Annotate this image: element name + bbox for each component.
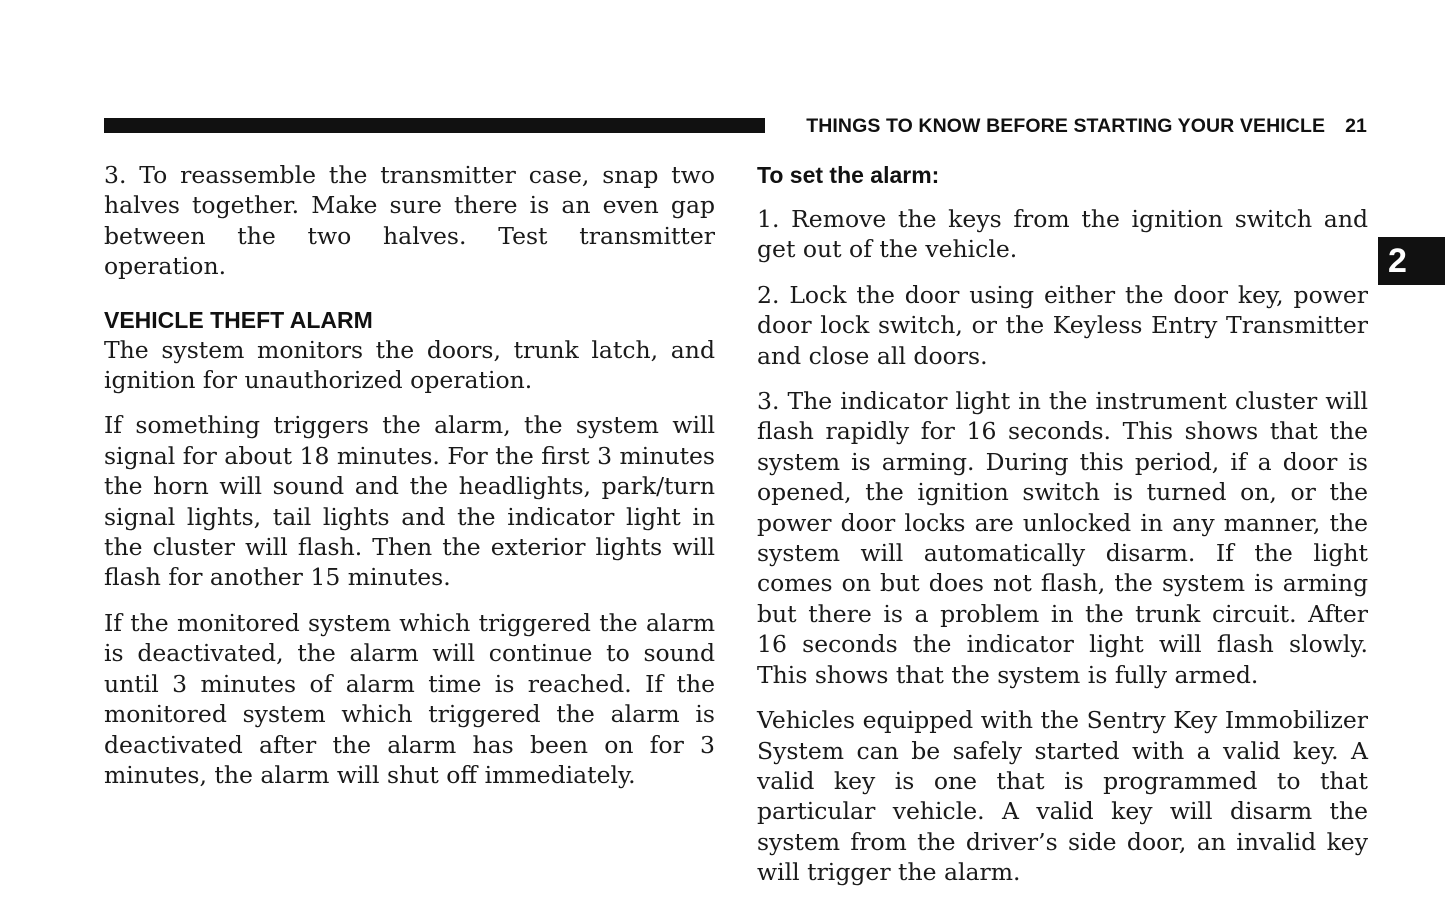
step-paragraph: 2. Lock the door using either the door key, power door lock switch, or the Keyless Entry Transmitter and close all doors. xyxy=(757,280,1368,370)
subsection-heading: To set the alarm: xyxy=(757,162,940,188)
running-header xyxy=(781,115,1367,138)
left-column xyxy=(104,160,715,790)
chapter-tab: 2 xyxy=(1378,237,1445,285)
header-rule xyxy=(104,118,765,133)
page-number: 21 xyxy=(1345,115,1367,137)
step-paragraph: 3. The indicator light in the instrument cluster will flash rapidly for 16 seconds. This shows that the system is arming. During this period, if a door is opened, the ignition switch is turned on, or the power door locks are unlocked in any manner, the system will automatically disarm. If the light comes on but does not flash, the system is arming but there is a problem in the trunk circuit. After 16 seconds the indicator light will flash slowly. This shows that the system is fully armed. xyxy=(757,387,1368,689)
running-header-title: THINGS TO KNOW BEFORE STARTING YOUR VEHICLE xyxy=(806,115,1326,137)
body-paragraph: Vehicles equipped with the Sentry Key Immobilizer System can be safely started with a valid key. A valid key is one that is programmed to that particular vehicle. A valid key will disarm the system from the driver’s side door, an invalid key will trigger the alarm. xyxy=(757,706,1368,887)
step-paragraph: 1. Remove the keys from the ignition switch and get out of the vehicle. xyxy=(757,205,1368,264)
body-paragraph: The system monitors the doors, trunk latch, and ignition for unauthorized operation. xyxy=(104,335,715,395)
intro-paragraph: 3. To reassemble the transmitter case, snap two halves together. Make sure there is an even gap between the two halves. Test transmitter operation. xyxy=(104,161,715,281)
right-column xyxy=(757,160,1368,888)
body-paragraph: If the monitored system which triggered the alarm is deactivated, the alarm will continue to sound until 3 minutes of alarm time is reached. If the monitored system which triggered the alarm is deactivated after the alarm has been on for 3 minutes, the alarm will shut off immediately. xyxy=(104,608,715,789)
section-heading: VEHICLE THEFT ALARM xyxy=(104,306,373,333)
body-paragraph: If something triggers the alarm, the system will signal for about 18 minutes. For the first 3 minutes the horn will sound and the headlights, park/turn signal lights, tail lights and the indicator light in the cluster will flash. Then the exterior lights will flash for another 15 minutes. xyxy=(104,411,715,592)
